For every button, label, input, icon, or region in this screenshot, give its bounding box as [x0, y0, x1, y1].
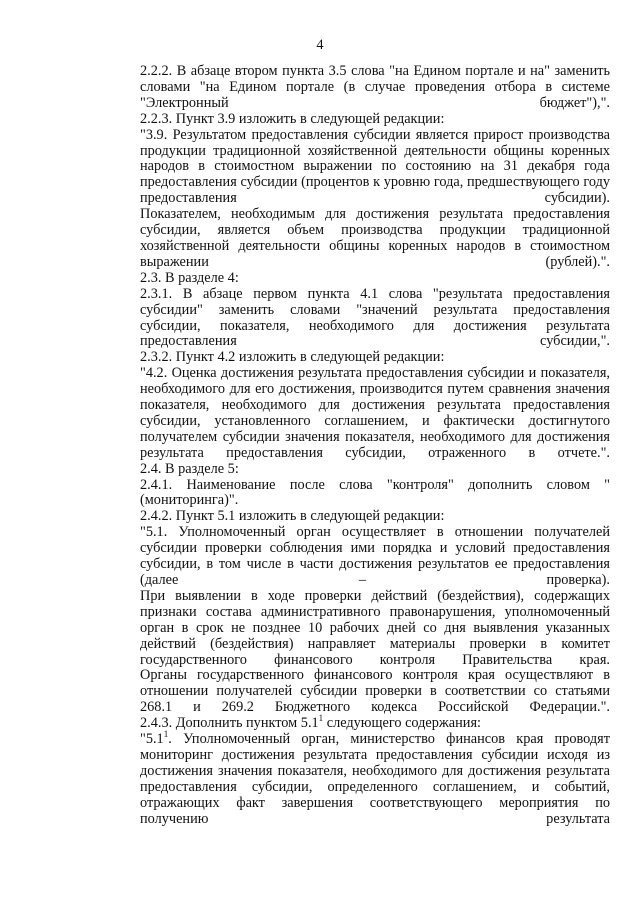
paragraph-control-bodies [82, 668, 610, 716]
text-line: предоставления субсидии, определенного соглашением, и событий, отражающих [140, 778, 610, 811]
text-line: мониторинг достижения результата предоставления субсидии исходя из [140, 746, 610, 763]
text-line: субсидии, в том числе в части достижения результатов ее предоставления [140, 556, 610, 573]
text-line: сравнения значения показателя, необходимого для достижения результата [140, 381, 611, 414]
paragraph-indicator [82, 207, 610, 271]
text-line: (далее – проверка). [140, 572, 610, 588]
paragraph-5-1 [82, 525, 610, 589]
text-line: субсидии, является объем производства продукции традиционной хозяйственной [140, 222, 610, 254]
text-line: действий (бездействия) направляет материалы проверки в комитет [140, 635, 610, 652]
text-line: народов в стоимостном выражении по состоянию на 31 декабря года [140, 158, 610, 175]
text-line: 2.2.2. В абзаце втором пункта 3.5 слова "на Едином портале и на" [140, 63, 550, 79]
text-line: показателя, необходимого для достижения результата предоставления субсидии,". [140, 317, 610, 350]
text-line: 2.4.2. Пункт 5.1 изложить в следующей редакции: [140, 508, 445, 525]
text-line: "(мониторинга)". [140, 476, 611, 509]
paragraph-2-2-3 [82, 112, 610, 128]
text-line: субсидии" заменить словами "значений результата предоставления субсидии, [140, 301, 610, 334]
text-line: предоставления субсидии, установленного соглашением, и фактически [140, 397, 611, 429]
text-line: факт завершения соответствующего мероприятия по получению результата [140, 794, 610, 827]
text-line: 2.3. В разделе 4: [140, 269, 239, 286]
text-line: 2.3.1. В абзаце первом пункта 4.1 слова "результата предоставления [140, 285, 610, 302]
text-line: признаки состава административного правонарушения, уполномоченный [140, 603, 610, 620]
paragraph-violation [82, 589, 610, 669]
paragraph-2-4 [82, 462, 610, 478]
paragraph-2-3-1 [82, 287, 610, 351]
text-line: Органы государственного финансового контроля края осуществляют в [140, 667, 610, 684]
text-line: предоставления субсидии (процентов к уровню года, предшествующего году [140, 174, 610, 191]
paragraph-2-2-2 [82, 64, 610, 112]
text-line: предоставления субсидии). [140, 190, 610, 207]
document-body [82, 64, 610, 828]
text-line: деятельности общины коренных народов в стоимостном выражении (рублей).". [140, 237, 611, 270]
superscript: 1 [318, 713, 324, 724]
text-line: "5.1. Уполномоченный орган осуществляет в отношении получателей [140, 524, 610, 541]
paragraph-2-4-3 [82, 713, 610, 732]
text-line: показателя, необходимого для его достижения, производится путем [140, 365, 610, 398]
text-line: орган в срок не позднее 10 рабочих дней со дня выявления указанных [140, 619, 610, 636]
text-line: Показателем, необходимым для достижения результата предоставления [140, 206, 610, 223]
paragraph-2-4-1 [82, 478, 610, 510]
text-line: 2.4.1. Наименование после слова "контроля" дополнить словом [140, 476, 590, 493]
superscript: 1 [163, 729, 169, 740]
text-line: При выявлении в ходе проверки действий (бездействия), содержащих [140, 587, 610, 604]
text-line: 2.3.2. Пункт 4.2 изложить в следующей редакции: [140, 349, 445, 366]
text-line: "3.9. Результатом предоставления субсидии является прирост производства [140, 126, 610, 143]
text-line: 2.4. В разделе 5: [140, 460, 239, 477]
paragraph-4-2 [82, 366, 610, 461]
text-line: . Уполномоченный орган, министерство финансов края проводят [168, 731, 610, 748]
paragraph-2-3 [82, 271, 610, 287]
paragraph-2-3-2 [82, 350, 610, 366]
text-line: государственного финансового контроля Правительства края. [140, 651, 610, 668]
page-number: 4 [316, 37, 324, 53]
text-line: продукции традиционной хозяйственной деятельности общины коренных [140, 142, 610, 159]
text-line: 2.4.3. Дополнить пунктом 5.1 [140, 715, 319, 732]
text-line: "Электронный бюджет"),". [140, 94, 610, 111]
text-line: заменить словами "на Едином портале (в случае проведения отбора в системе [140, 63, 610, 95]
text-line: "4.2. Оценка достижения результата предоставления субсидии и [140, 365, 537, 382]
paragraph-3-9 [82, 128, 610, 208]
text-line: достигнутого получателем субсидии значения показателя, необходимого для [140, 412, 610, 445]
paragraph-5-1-1 [82, 729, 610, 827]
text-line: 269.2 Бюджетного кодекса Российской Федерации.". [221, 699, 610, 716]
paragraph-2-4-2 [82, 509, 610, 525]
text-line: 2.2.3. Пункт 3.9 изложить в следующей редакции: [140, 110, 445, 127]
text-line: достижения значения показателя, необходимого для достижения результата [140, 762, 610, 779]
text-line: субсидии проверки соблюдения ими порядка и условий предоставления [140, 540, 610, 557]
text-line: "5.1 [140, 731, 164, 748]
text-line: следующего содержания: [323, 715, 481, 732]
text-line: отношении получателей субсидии проверки в соответствии со статьями 268.1 и [140, 683, 610, 716]
text-line: достижения результата предоставления субсидии, отраженного в отчете.". [140, 428, 610, 461]
